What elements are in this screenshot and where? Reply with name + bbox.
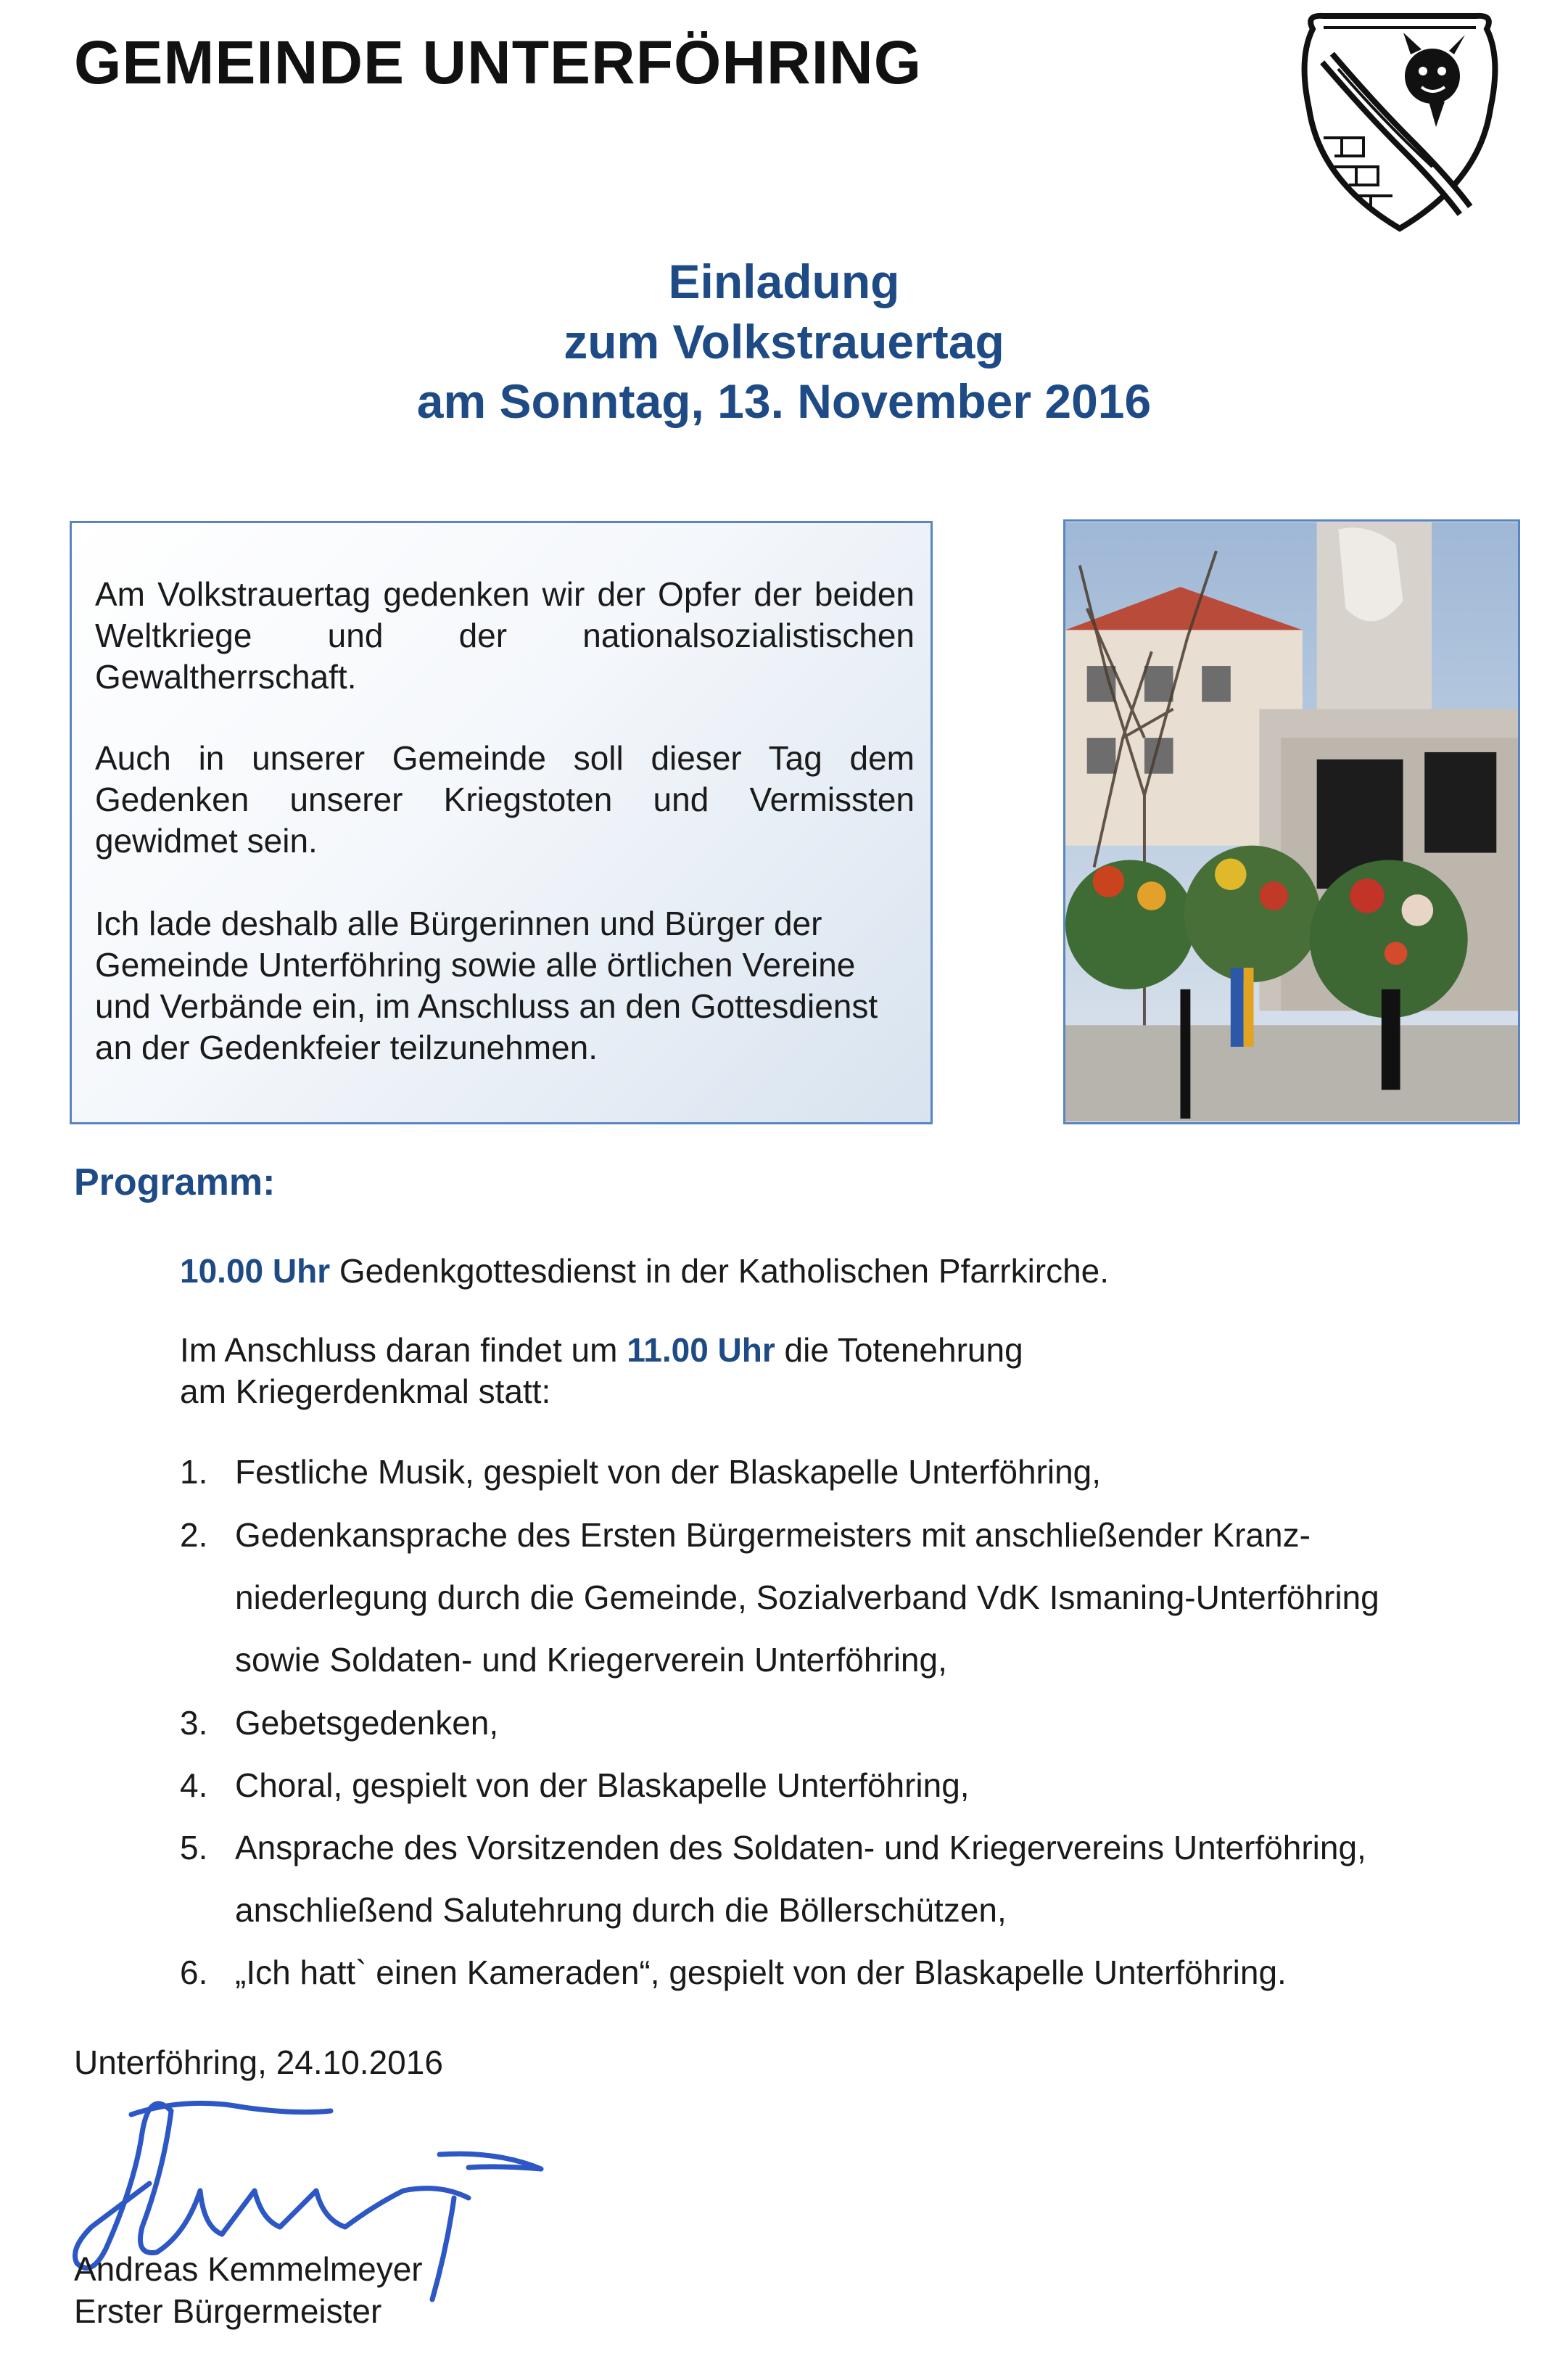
item-text: Gebetsgedenken, [235, 1704, 499, 1742]
item-text: Gedenkansprache des Ersten Bürgermeisters mit anschließender Kranz- [235, 1516, 1311, 1554]
item-text: anschließend Salutehrung durch die Böllerschützen, [235, 1891, 1007, 1929]
intro-box [70, 521, 933, 1124]
item-number: 3. [180, 1704, 208, 1742]
intro-paragraph-3: Ich lade deshalb alle Bürgerinnen und Bürger der Gemeinde Unterföhring sowie alle örtlichen Vereine und Verbände ein, im Anschluss an den Gottesdienst an der Gedenkfeier teilzunehmen. [95, 905, 878, 1066]
item-text: sowie Soldaten- und Kriegerverein Unterföhring, [235, 1641, 947, 1679]
signer-role: Erster Bürgermeister [74, 2292, 382, 2330]
item-text: „Ich hatt` einen Kameraden“, gespielt von der Blaskapelle Unterföhring. [235, 1954, 1287, 1991]
item-text: niederlegung durch die Gemeinde, Sozialverband VdK Ismaning-Unterföhring [235, 1578, 1379, 1616]
intro-paragraph-1: Am Volkstrauertag gedenken wir der Opfer der beiden Weltkriege und der nationalsozialistischen Gewaltherrschaft. [95, 575, 915, 696]
invitation-subtitle: zum Volkstrauertag [564, 315, 1004, 369]
item-text: Ansprache des Vorsitzenden des Soldaten- und Kriegervereins Unterföhring, [235, 1829, 1366, 1866]
program-heading: Programm: [74, 1161, 276, 1203]
ceremony-prefix: Im Anschluss daran findet um [180, 1331, 627, 1369]
signer-name: Andreas Kemmelmeyer [74, 2250, 423, 2288]
invitation-date: am Sonntag, 13. November 2016 [416, 374, 1152, 428]
item-number: 2. [180, 1516, 208, 1554]
program-ceremony-line-2: am Kriegerdenkmal statt: [180, 1372, 551, 1410]
service-text: Gedenkgottesdienst in der Katholischen Pfarrkirche. [330, 1252, 1110, 1290]
item-text: Choral, gespielt von der Blaskapelle Unterföhring, [235, 1766, 970, 1804]
memorial-photo [1063, 519, 1520, 1124]
service-time: 10.00 Uhr [180, 1252, 331, 1290]
item-text: Festliche Musik, gespielt von der Blaskapelle Unterföhring, [235, 1453, 1102, 1491]
invitation-title: Einladung [668, 255, 900, 308]
memorial-image [1065, 522, 1518, 1122]
ceremony-suffix: die Totenehrung [775, 1331, 1023, 1369]
item-number: 5. [180, 1829, 208, 1866]
place-date: Unterföhring, 24.10.2016 [74, 2043, 443, 2081]
ceremony-time: 11.00 Uhr [627, 1331, 775, 1369]
program-service-line [180, 1251, 1109, 1292]
program-ceremony-line [180, 1330, 1023, 1371]
intro-paragraph-2: Auch in unserer Gemeinde soll dieser Tag dem Gedenken unserer Kriegstoten und Vermissten gewidmet sein. [95, 739, 915, 860]
coat-of-arms-icon [1284, 0, 1516, 239]
item-number: 1. [180, 1453, 208, 1491]
item-number: 4. [180, 1766, 208, 1804]
municipality-heading: GEMEINDE UNTERFÖHRING [74, 28, 923, 96]
item-number: 6. [180, 1954, 208, 1991]
